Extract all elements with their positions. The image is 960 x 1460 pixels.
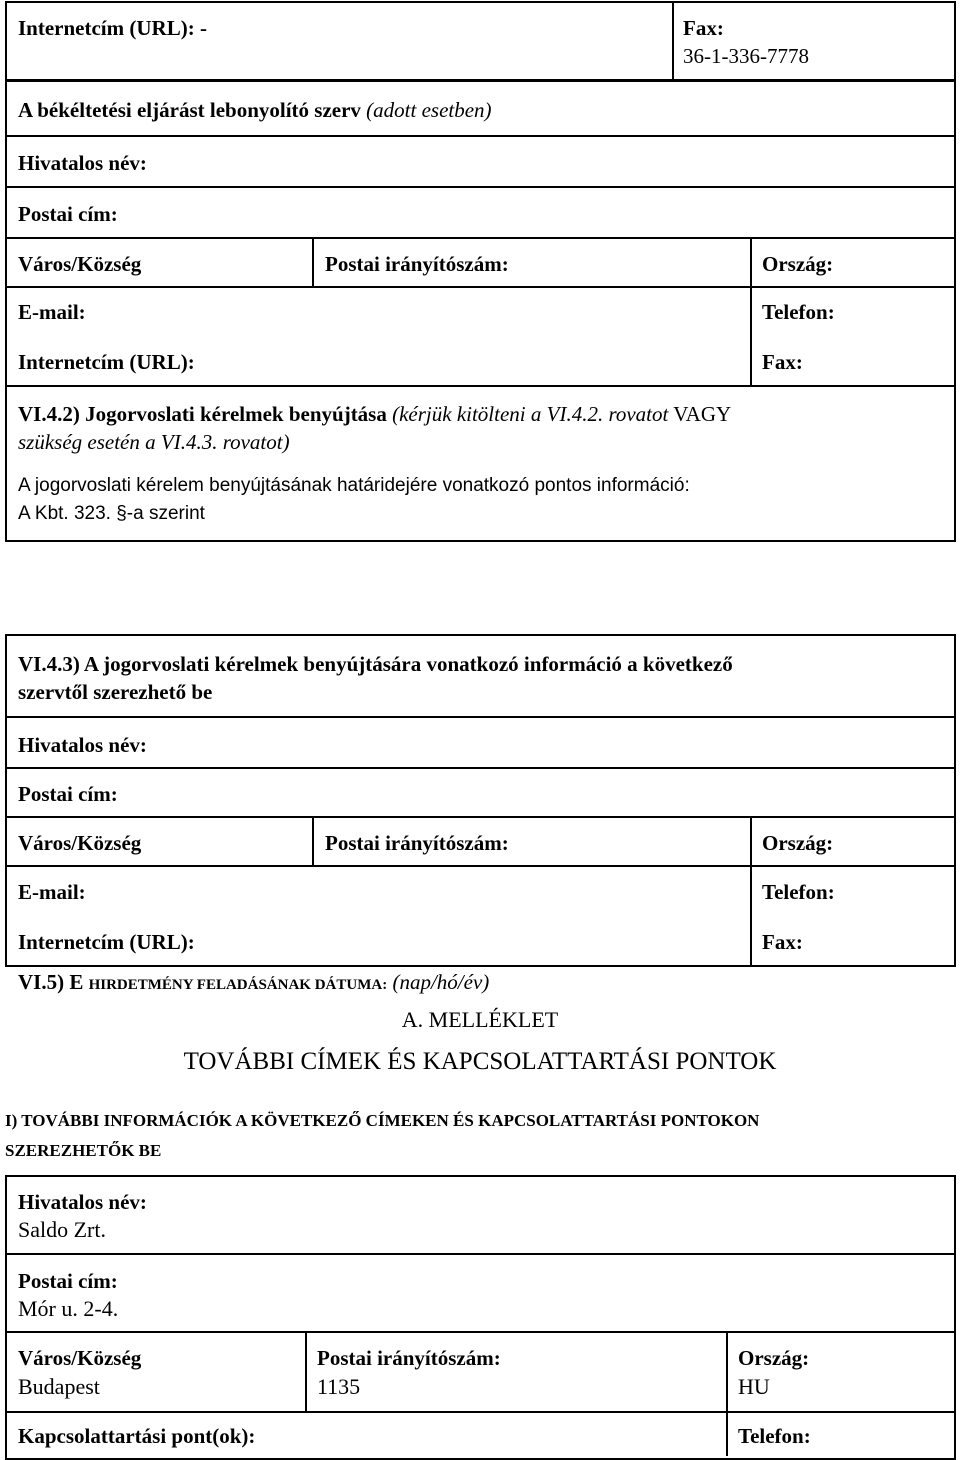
conciliation-heading-italic: (adott esetben)	[366, 98, 492, 122]
contact-postcode-value: 1135	[317, 1374, 361, 1399]
top-url-fax-table	[5, 1, 956, 81]
official-name-label: Hivatalos név:	[18, 733, 147, 757]
divider	[750, 816, 752, 967]
contact-postcode-label: Postai irányítószám:	[317, 1346, 501, 1370]
fax-label: Fax:	[683, 16, 724, 40]
divider	[5, 385, 956, 387]
contact-official-name-label: Hivatalos név:	[18, 1190, 147, 1214]
contact-city-value: Budapest	[18, 1374, 100, 1399]
phone-label: Telefon:	[762, 880, 835, 904]
postcode-label: Postai irányítószám:	[325, 831, 509, 855]
url-label: Internetcím (URL):	[18, 930, 195, 954]
contact-country-label: Ország:	[738, 1346, 810, 1370]
divider	[672, 1, 674, 81]
vi43-title-line2: szervtől szerezhető be	[18, 680, 213, 704]
city-label: Város/Község	[18, 252, 142, 276]
divider	[305, 1331, 307, 1413]
divider	[312, 237, 314, 287]
divider	[5, 1331, 956, 1333]
url-label: Internetcím (URL): -	[18, 16, 207, 40]
divider	[5, 1253, 956, 1255]
vi42-info-line1: A jogorvoslati kérelem benyújtásának határidejére vonatkozó pontos információ:	[18, 475, 690, 496]
vi42-title-line1	[18, 402, 731, 426]
contact-city-label: Város/Község	[18, 1346, 142, 1370]
divider	[312, 816, 314, 866]
phone-label: Telefon:	[762, 300, 835, 324]
country-label: Ország:	[762, 252, 834, 276]
divider	[5, 186, 956, 188]
section-heading-line2: SZEREZHETŐK BE	[5, 1141, 162, 1160]
vi42-info-line2: A Kbt. 323. §-a szerint	[18, 503, 205, 524]
contact-phone-label: Telefon:	[738, 1424, 811, 1448]
fax-label: Fax:	[762, 350, 803, 374]
divider	[5, 1411, 956, 1413]
annex-title: A. MELLÉKLET	[401, 1007, 559, 1032]
contact-table	[5, 1175, 956, 1460]
vi42-title: Jogorvoslati kérelmek benyújtása	[85, 402, 387, 426]
contact-country-value: HU	[738, 1374, 770, 1399]
divider	[5, 865, 956, 867]
divider	[5, 767, 956, 769]
contact-postal-address-value: Mór u. 2-4.	[18, 1296, 119, 1321]
country-label: Ország:	[762, 831, 834, 855]
vi42-paren1: (kérjük kitölteni a VI.4.2. rovatot	[392, 402, 669, 426]
postal-address-label: Postai cím:	[18, 202, 118, 226]
postal-address-label: Postai cím:	[18, 782, 118, 806]
contact-points-label: Kapcsolattartási pont(ok):	[18, 1424, 256, 1448]
fax-value: 36-1-336-7778	[683, 44, 809, 68]
email-label: E-mail:	[18, 300, 86, 324]
official-name-label: Hivatalos név:	[18, 151, 147, 175]
contact-postal-address-label: Postai cím:	[18, 1269, 118, 1293]
divider	[750, 237, 752, 386]
vi42-paren2: szükség esetén a VI.4.3. rovatot)	[18, 430, 290, 454]
url-label: Internetcím (URL):	[18, 350, 195, 374]
email-label: E-mail:	[18, 880, 86, 904]
vi5-smallcaps: HIRDETMÉNY FELADÁSÁNAK DÁTUMA:	[88, 977, 388, 993]
divider	[5, 135, 956, 137]
vi5-italic: (nap/hó/év)	[392, 970, 490, 994]
vi5-line	[18, 970, 489, 997]
conciliation-heading-bold: A békéltetési eljárást lebonyolító szerv	[18, 98, 361, 122]
divider	[5, 816, 956, 818]
vi5-prefix: VI.5) E	[18, 970, 84, 994]
postcode-label: Postai irányítószám:	[325, 252, 509, 276]
divider	[5, 237, 956, 239]
divider	[5, 286, 956, 288]
section-heading-line1: I) TOVÁBBI INFORMÁCIÓK A KÖVETKEZŐ CÍMEKEN ÉS KAPCSOLATTARTÁSI PONTOKON	[5, 1111, 760, 1130]
divider	[726, 1331, 728, 1456]
city-label: Város/Község	[18, 831, 142, 855]
fax-label: Fax:	[762, 930, 803, 954]
vi42-vagy: VAGY	[673, 402, 732, 426]
annex-subtitle: TOVÁBBI CÍMEK ÉS KAPCSOLATTARTÁSI PONTOK	[183, 1048, 777, 1075]
conciliation-heading	[18, 98, 492, 122]
divider	[5, 716, 956, 718]
contact-official-name-value: Saldo Zrt.	[18, 1217, 106, 1242]
vi43-title-line1: VI.4.3) A jogorvoslati kérelmek benyújtására vonatkozó információ a következő	[18, 652, 733, 676]
vi42-number: VI.4.2)	[18, 402, 80, 426]
